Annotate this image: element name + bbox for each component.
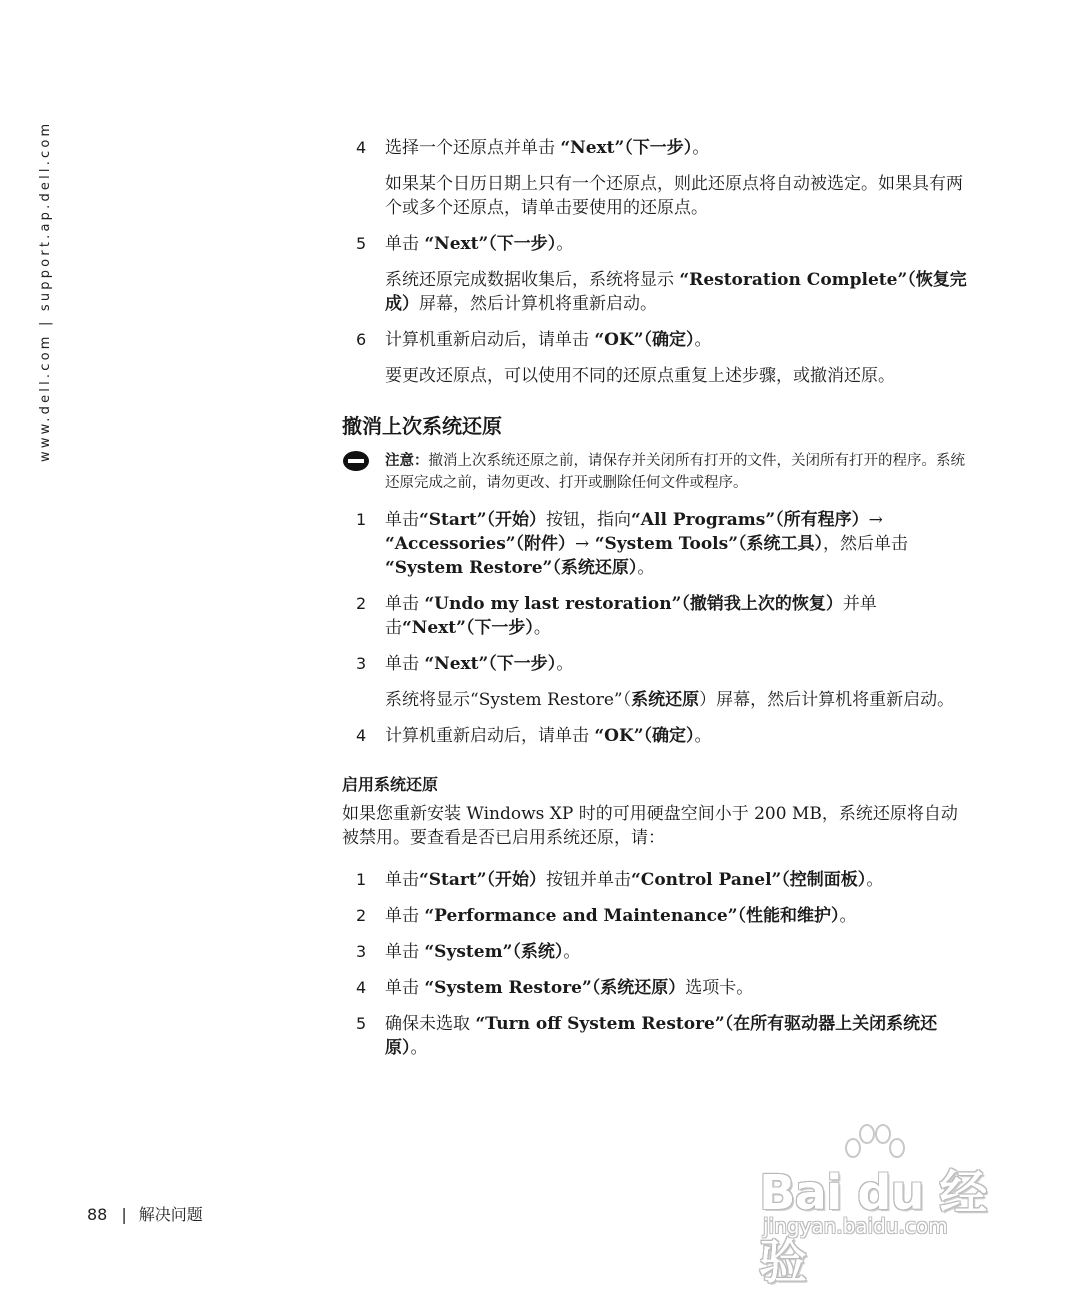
side-url: www.dell.com | support.ap.dell.com bbox=[38, 120, 53, 462]
step-number: 4 bbox=[356, 726, 367, 745]
paragraph-intro: 如果您重新安装 Windows XP 时的可用硬盘空间小于 200 MB，系统还原将自动被禁用。要查看是否已启用系统还原，请： bbox=[342, 804, 958, 848]
watermark-logo-text: Bai du 经验 bbox=[759, 1165, 987, 1290]
step-2-undo: 2 单击 “Undo my last restoration”（撤销我上次的恢复）并单击“Next”（下一步）。 bbox=[356, 594, 877, 638]
paragraph: 如果某个日历日期上只有一个还原点，则此还原点将自动被选定。如果具有两个或多个还原点，请单击要使用的还原点。 bbox=[385, 174, 963, 218]
paragraph: 系统将显示“System Restore”（系统还原）屏幕，然后计算机将重新启动。 bbox=[385, 690, 955, 710]
step-6-ok: 6 计算机重新启动后，请单击 “OK”（确定）。 bbox=[356, 330, 712, 350]
page-footer bbox=[87, 1202, 203, 1225]
chapter-title: 解决问题 bbox=[138, 1205, 203, 1224]
watermark-url: jingyan.baidu.com bbox=[763, 1214, 948, 1238]
step-number: 5 bbox=[356, 1014, 367, 1033]
step-number: 3 bbox=[356, 654, 367, 673]
step-4-ok: 4 计算机重新启动后，请单击 “OK”（确定）。 bbox=[356, 726, 712, 746]
step-number: 4 bbox=[356, 978, 367, 997]
section-heading-enable: 启用系统还原 bbox=[342, 775, 439, 794]
page-number: 88 bbox=[87, 1205, 108, 1224]
paragraph: 要更改还原点，可以使用不同的还原点重复上述步骤，或撤消还原。 bbox=[385, 366, 895, 386]
footer-separator: | bbox=[121, 1205, 127, 1224]
notice bbox=[342, 450, 967, 494]
step-number: 2 bbox=[356, 906, 367, 925]
step-5-turn-off: 5 确保未选取 “Turn off System Restore”（在所有驱动器上关闭系统还原）。 bbox=[356, 1014, 938, 1058]
step-number: 1 bbox=[356, 510, 367, 529]
step-3-system: 3 单击 “System”（系统）。 bbox=[356, 942, 581, 962]
step-number: 5 bbox=[356, 234, 367, 253]
step-4-system-restore-tab: 4 单击 “System Restore”（系统还原）选项卡。 bbox=[356, 978, 754, 998]
step-1-start-menu: 1 单击“Start”（开始）按钮，指向“All Programs”（所有程序）→ “Accessories”（附件）→ “System Tools”（系统工具），然后单击 “System Restore”（系统还原）。 bbox=[356, 510, 908, 578]
step-5-next: 5 单击 “Next”（下一步）。 bbox=[356, 234, 574, 254]
step-number: 3 bbox=[356, 942, 367, 961]
section-heading-undo: 撤消上次系统还原 bbox=[342, 414, 502, 438]
step-number: 1 bbox=[356, 870, 367, 889]
notice-text: 撤消上次系统还原之前，请保存并关闭所有打开的文件，关闭所有打开的程序。系统还原完成之前，请勿更改、打开或删除任何文件或程序。 bbox=[385, 453, 965, 491]
page-content bbox=[342, 136, 967, 1072]
step-number: 4 bbox=[356, 138, 367, 157]
notice-icon bbox=[342, 450, 370, 479]
step-number: 6 bbox=[356, 330, 367, 349]
step-3-next: 3 单击 “Next”（下一步）。 bbox=[356, 654, 574, 674]
step-2-performance: 2 单击 “Performance and Maintenance”（性能和维护）。 bbox=[356, 906, 857, 926]
step-4-select-restore-point: 4 选择一个还原点并单击 “Next”（下一步）。 bbox=[356, 138, 710, 158]
step-1-control-panel: 1 单击“Start”（开始）按钮并单击“Control Panel”（控制面板）。 bbox=[356, 870, 884, 890]
step-number: 2 bbox=[356, 594, 367, 613]
notice-label: 注意： bbox=[385, 453, 429, 469]
baidu-watermark bbox=[755, 1120, 1005, 1290]
paragraph: 系统还原完成数据收集后，系统将显示 “Restoration Complete”（恢复完成）屏幕，然后计算机将重新启动。 bbox=[385, 270, 967, 314]
